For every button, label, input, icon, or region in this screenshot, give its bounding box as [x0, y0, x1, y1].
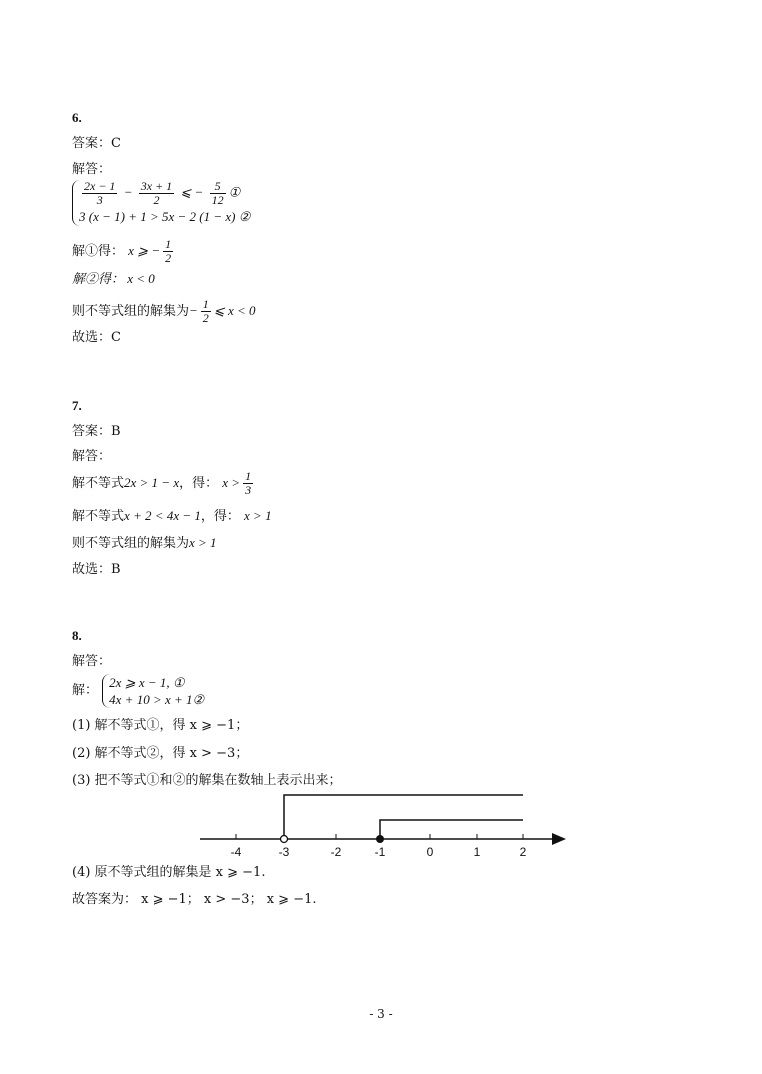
q6-frac-c-den: 12	[211, 193, 224, 207]
q6-step1-prefix: 解①得：	[72, 244, 125, 259]
q6-frac-b-num: 3x + 1	[140, 179, 173, 193]
q6-step2: 解②得： x < 0	[72, 271, 155, 286]
q6-system	[72, 180, 250, 226]
q7-step3-prefix: 则不等式组的解集为	[72, 536, 190, 551]
q7-solution-label: 解答：	[72, 449, 112, 464]
q6-step1	[72, 238, 176, 265]
q8-step1: (1) 解不等式①，得 x ⩾ −1；	[72, 718, 249, 733]
q8-system-row1: 2x ⩾ x − 1, ①	[109, 675, 185, 690]
q7-step1-num: 1	[245, 469, 252, 483]
tick-label: -4	[230, 845, 242, 859]
q7-step1-expr: x >	[222, 475, 241, 490]
q6-solution-label: 解答：	[72, 162, 112, 177]
q7-step2-ineq: x + 2 < 4x − 1	[124, 508, 201, 523]
q6-system-row1	[79, 180, 250, 207]
q6-step3-num: 1	[202, 297, 209, 311]
q8-system-brace	[102, 674, 204, 708]
q6-step1-num: 1	[165, 237, 172, 251]
q6-frac-a-num: 2x − 1	[84, 179, 116, 193]
q6-answer: 答案：C	[72, 136, 121, 151]
q7-step1-den: 3	[245, 483, 252, 497]
q6-system-brace	[72, 180, 250, 226]
tick-label: -3	[278, 845, 290, 859]
q7-step3-expr: x > 1	[189, 535, 217, 550]
tick-label: 0	[426, 845, 434, 859]
q8-step4: (4) 原不等式组的解集是 x ⩾ −1.	[72, 865, 266, 880]
q8-final: 故答案为： x ⩾ −1； x > −3； x ⩾ −1.	[72, 892, 317, 907]
q8-number: 8.	[72, 628, 82, 643]
solution-set-ray-2	[380, 820, 523, 839]
q8-system	[72, 674, 204, 708]
tick-label: -2	[330, 845, 342, 859]
q7-step1	[72, 470, 256, 497]
q6-frac-b-den: 2	[153, 193, 160, 207]
q6-row1-minus: −	[123, 184, 133, 200]
number-line	[190, 788, 580, 864]
q8-system-label: 解：	[72, 683, 99, 698]
q6-step1-expr: x ⩾ −	[128, 243, 161, 258]
q7-step1-prefix: 解不等式	[72, 476, 125, 491]
q6-number: 6.	[72, 110, 82, 125]
q6-frac-c-num: 5	[210, 180, 226, 194]
q6-step3-minus: −	[189, 303, 198, 318]
q8-step3: (3) 把不等式①和②的解集在数轴上表示出来；	[72, 773, 342, 788]
q7-number: 7.	[72, 398, 82, 413]
q7-step3	[72, 535, 217, 552]
q6-step3-den: 2	[202, 311, 209, 325]
q6-row1-mark: ①	[228, 184, 241, 200]
solution-set-ray-1	[284, 795, 523, 839]
q8-solution-label: 解答：	[72, 654, 112, 669]
q6-frac-a-den: 3	[96, 193, 103, 207]
tick-label: 1	[473, 845, 481, 859]
q6-step1-den: 2	[165, 251, 172, 265]
q7-step2-mid: ，得：	[200, 509, 240, 524]
q7-step2	[72, 508, 272, 525]
tick-label: 2	[519, 845, 527, 859]
q7-step1-ineq: 2x > 1 − x	[124, 475, 180, 490]
q6-step3-prefix: 则不等式组的解集为	[72, 304, 190, 319]
q6-step3	[72, 298, 255, 325]
q6-choice: 故选：C	[72, 330, 121, 345]
q7-step1-mid: ，得：	[179, 476, 219, 491]
q7-choice: 故选：B	[72, 562, 121, 577]
q8-step2: (2) 解不等式②，得 x > −3；	[72, 746, 249, 761]
page-number: - 3 -	[369, 1007, 393, 1021]
axis-arrow-icon	[552, 833, 566, 845]
closed-point-icon	[377, 836, 384, 843]
q7-step2-expr: x > 1	[244, 508, 272, 523]
q8-system-row2: 4x + 10 > x + 1②	[109, 692, 205, 707]
q7-answer: 答案：B	[72, 424, 121, 439]
q6-row1-relation: ⩽ −	[180, 184, 204, 200]
open-point-icon	[281, 836, 288, 843]
tick-label: -1	[374, 845, 386, 859]
q6-step3-expr: ⩽ x < 0	[213, 303, 256, 318]
q6-system-row2: 3 (x − 1) + 1 > 5x − 2 (1 − x) ②	[79, 209, 251, 224]
q7-step2-prefix: 解不等式	[72, 509, 125, 524]
